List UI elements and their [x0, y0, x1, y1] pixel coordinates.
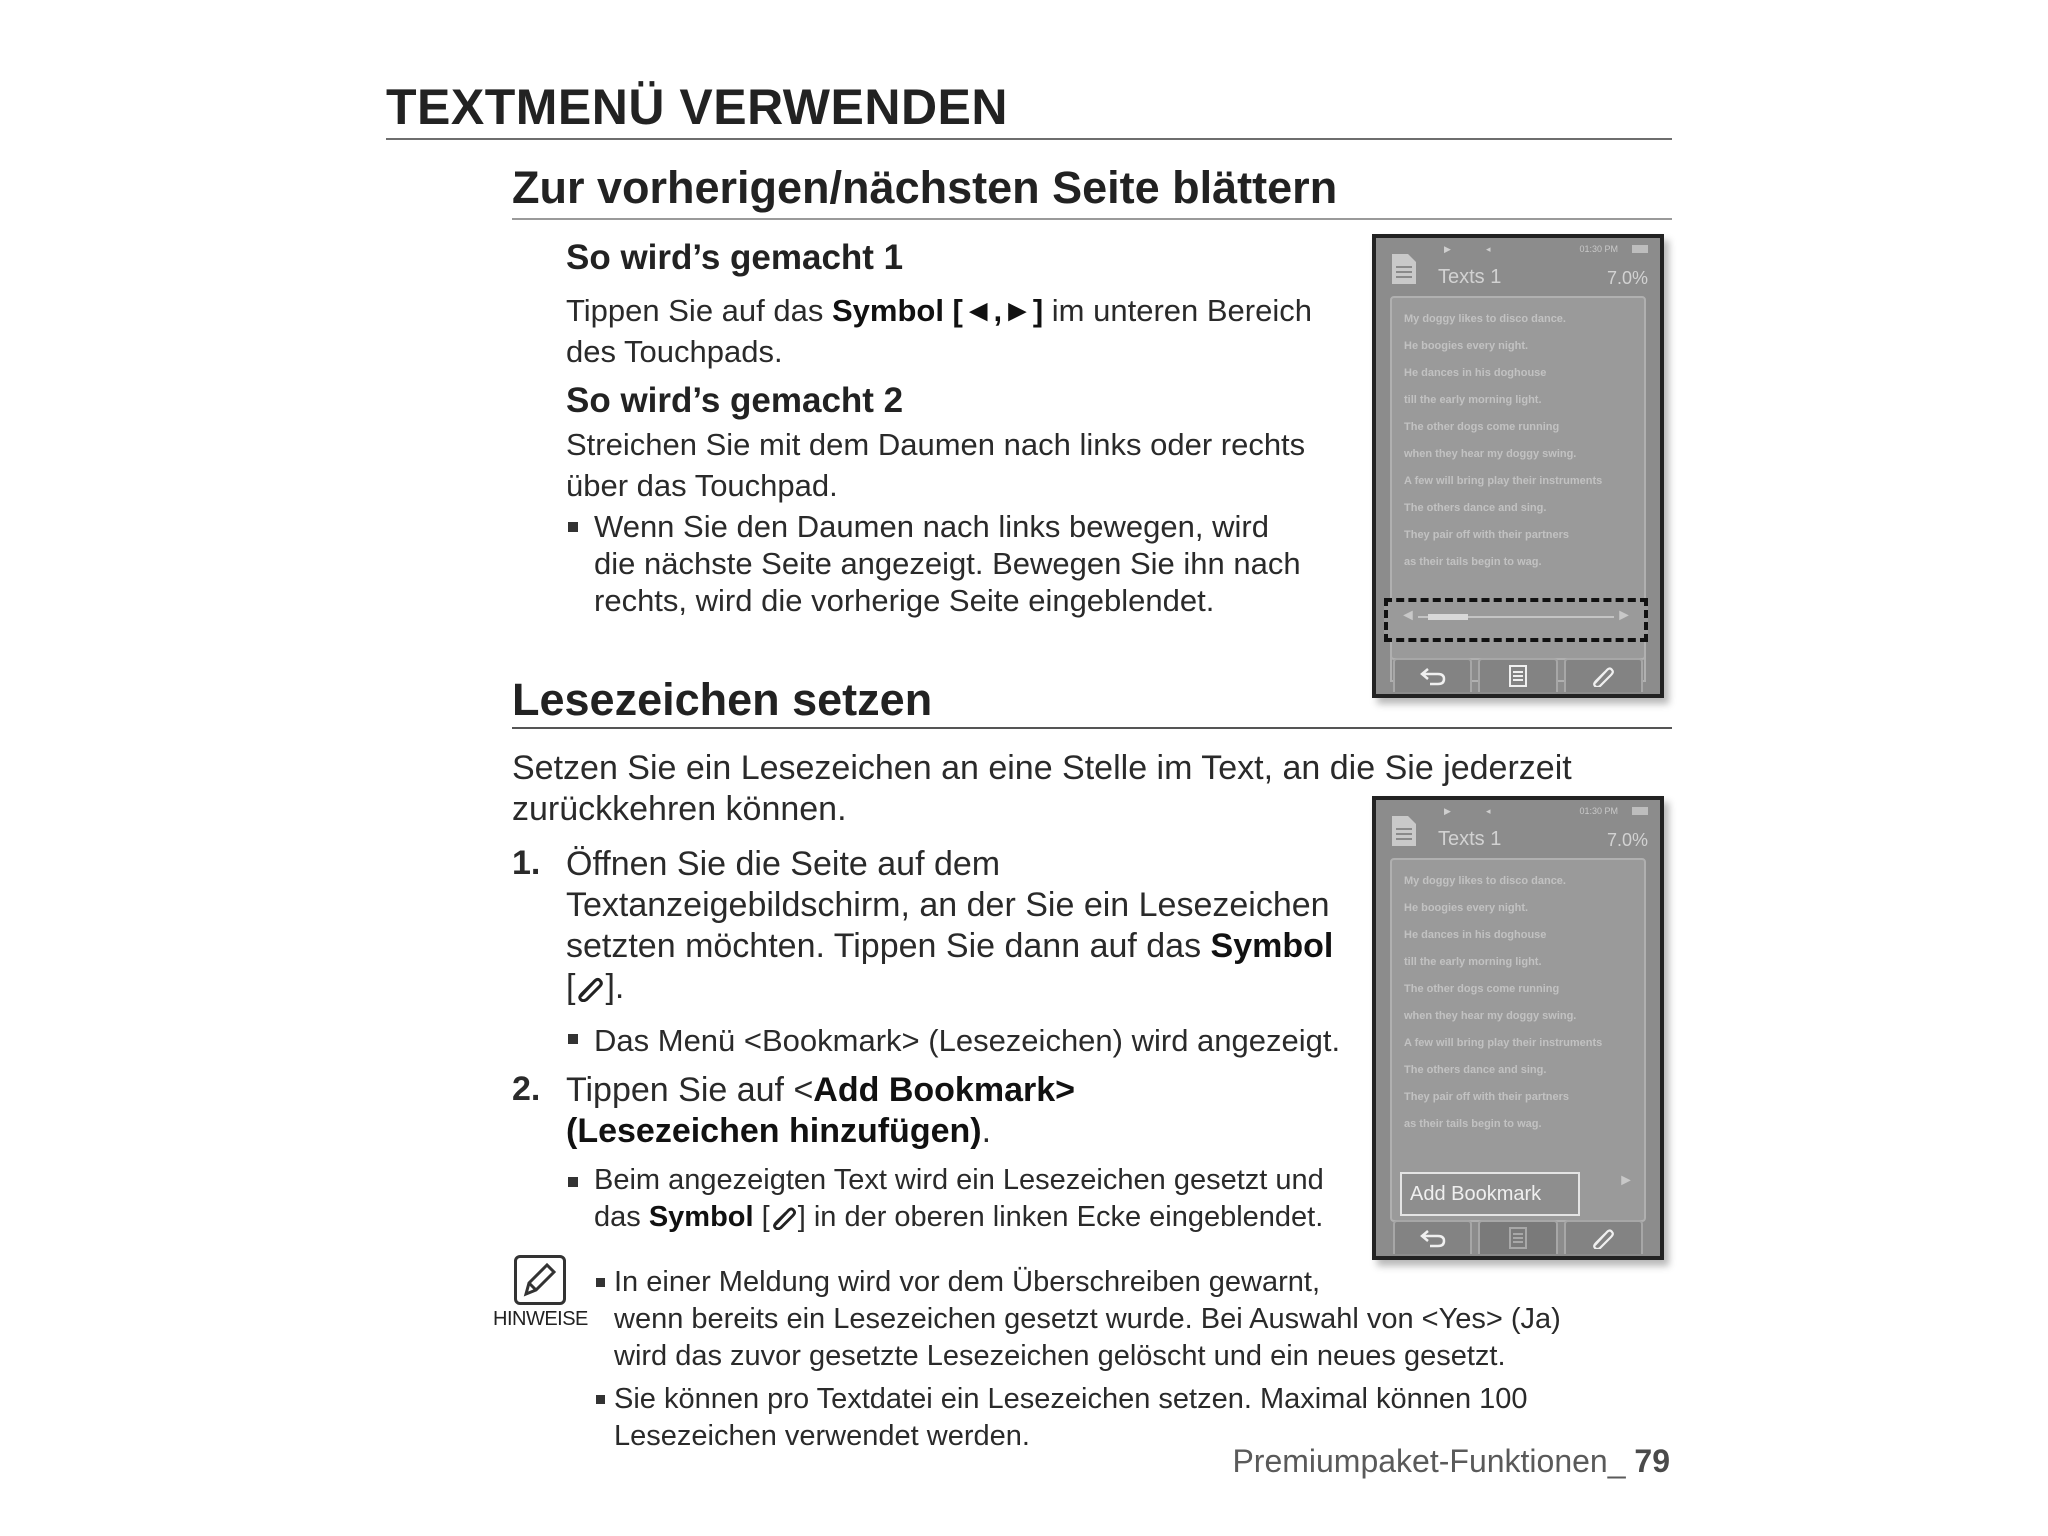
battery-icon: [1632, 245, 1648, 253]
text-line: He dances in his doghouse: [1404, 367, 1547, 379]
note-pencil-icon: [514, 1255, 566, 1305]
method1-text: [566, 290, 1346, 372]
text-line: A few will bring play their instruments: [1404, 475, 1603, 487]
volume-icon: ◂: [1486, 244, 1491, 254]
bullet-marker: [596, 1278, 605, 1287]
text-line: The others dance and sing.: [1404, 502, 1547, 514]
next-page-icon[interactable]: ►: [1616, 607, 1632, 624]
note-bullet2-line2: Lesezeichen verwendet werden.: [614, 1420, 1030, 1452]
text-lines: [1404, 868, 1644, 1138]
status-bar: [1436, 806, 1648, 818]
bookmark-button[interactable]: [1564, 658, 1643, 692]
step1-number: 1.: [512, 844, 541, 882]
step2-bullet-line1: Beim angezeigten Text wird ein Lesezeichen gesetzt und: [594, 1164, 1324, 1196]
back-button[interactable]: [1393, 1220, 1472, 1254]
method1-symbol-bold: Symbol [◄,►]: [831, 293, 1044, 328]
note-bullet2-line1: Sie können pro Textdatei ein Lesezeichen setzen. Maximal können 100: [614, 1383, 1528, 1415]
text-line: when they hear my doggy swing.: [1404, 1010, 1577, 1022]
text-line: till the early morning light.: [1404, 394, 1542, 406]
battery-icon: [1632, 807, 1648, 815]
text-line: My doggy likes to disco dance.: [1404, 313, 1566, 325]
list-button[interactable]: [1478, 1220, 1557, 1254]
note-bullet1-line1: In einer Meldung wird vor dem Überschreiben gewarnt,: [614, 1266, 1321, 1298]
device-button-bar: [1390, 658, 1646, 692]
section1-divider: [512, 218, 1672, 220]
back-button[interactable]: [1393, 658, 1472, 692]
text-line: My doggy likes to disco dance.: [1404, 875, 1566, 887]
device-title: Texts 1: [1438, 266, 1502, 288]
step1-line2: Textanzeigebildschirm, an der Sie ein Lesezeichen: [566, 886, 1330, 924]
bullet-marker: [568, 1177, 578, 1187]
document-icon: [1390, 812, 1418, 848]
method2-bullet-line3: rechts, wird die vorherige Seite eingeblendet.: [594, 583, 1215, 618]
section2-divider: [512, 727, 1672, 729]
play-icon: ▶: [1444, 244, 1451, 254]
step2-bullet-line2a: das: [594, 1201, 649, 1233]
method2-line1: Streichen Sie mit dem Daumen nach links oder rechts: [566, 427, 1306, 462]
method1-text-b: im unteren Bereich: [1043, 293, 1312, 328]
text-line: The other dogs come running: [1404, 421, 1560, 433]
list-icon: [1505, 1227, 1531, 1249]
page-navigation-bar[interactable]: [1384, 598, 1648, 642]
previous-page-icon[interactable]: ◄: [1400, 607, 1416, 624]
text-line: The others dance and sing.: [1404, 1064, 1547, 1076]
document-icon: [1390, 250, 1418, 286]
text-line: They pair off with their partners: [1404, 1091, 1570, 1103]
device-percent: 7.0%: [1606, 830, 1648, 850]
bullet-marker: [596, 1395, 605, 1404]
step2-number: 2.: [512, 1070, 541, 1108]
text-line: He boogies every night.: [1404, 902, 1529, 914]
page-slider-thumb[interactable]: [1428, 614, 1468, 620]
device-percent: 7.0%: [1606, 268, 1648, 288]
note-bullet1-line2: wenn bereits ein Lesezeichen gesetzt wurde. Bei Auswahl von <Yes> (Ja): [614, 1303, 1561, 1335]
step1-line3: setzten möchten. Tippen Sie dann auf das: [566, 927, 1211, 965]
step1-bracket-close: ].: [605, 968, 625, 1006]
text-line: when they hear my doggy swing.: [1404, 448, 1577, 460]
status-time: 01:30 PM: [1579, 244, 1618, 254]
text-line: as their tails begin to wag.: [1404, 1118, 1542, 1130]
text-line: He boogies every night.: [1404, 340, 1529, 352]
section1-heading: Zur vorherigen/nächsten Seite blättern: [512, 162, 1338, 213]
step2-bullet-bracket: [: [753, 1201, 770, 1233]
step1-symbol-bold: Symbol: [1210, 927, 1334, 965]
step1-bracket-open: [: [566, 968, 576, 1006]
page-footer: [1232, 1443, 1670, 1480]
text-line: He dances in his doghouse: [1404, 929, 1547, 941]
device-screenshot-page-turn: [1372, 234, 1664, 698]
note-label: HINWEISE: [493, 1308, 588, 1330]
play-icon: ▶: [1444, 806, 1451, 816]
method2-bullet: [594, 508, 1354, 619]
page-title: TEXTMENÜ VERWENDEN: [386, 79, 1009, 135]
step2-line2-bold: (Lesezeichen hinzufügen): [566, 1112, 982, 1150]
device-title: Texts 1: [1438, 828, 1502, 850]
paperclip-icon: [1590, 665, 1616, 687]
text-line: A few will bring play their instruments: [1404, 1037, 1603, 1049]
step2-bullet-line2b: ] in der oberen linken Ecke eingeblendet.: [797, 1201, 1324, 1233]
page-number: 79: [1634, 1443, 1670, 1479]
paperclip-icon: [770, 1204, 798, 1230]
footer-section-name: Premiumpaket-Funktionen_: [1232, 1443, 1626, 1479]
text-lines: [1404, 306, 1644, 576]
back-arrow-icon: [1420, 665, 1446, 687]
method2-heading: So wird’s gemacht 2: [566, 381, 904, 420]
device-button-bar: [1390, 1220, 1646, 1254]
step1-bullet: Das Menü <Bookmark> (Lesezeichen) wird angezeigt.: [594, 1023, 1341, 1058]
list-button[interactable]: [1478, 658, 1557, 692]
text-line: The other dogs come running: [1404, 983, 1560, 995]
step2-line1: Tippen Sie auf <: [566, 1071, 814, 1109]
back-arrow-icon: [1420, 1227, 1446, 1249]
method2-bullet-line1: Wenn Sie den Daumen nach links bewegen, wird: [594, 509, 1269, 544]
status-time: 01:30 PM: [1579, 806, 1618, 816]
bullet-marker: [568, 522, 578, 532]
method1-text-a: Tippen Sie auf das: [566, 293, 832, 328]
paperclip-icon: [575, 974, 605, 1002]
method2-bullet-line2: die nächste Seite angezeigt. Bewegen Sie ihn nach: [594, 546, 1301, 581]
step2-text: [566, 1070, 1366, 1152]
section2-intro-line2: zurückkehren können.: [512, 790, 847, 828]
device-screenshot-bookmark: [1372, 796, 1664, 1260]
title-divider: [386, 138, 1672, 140]
method2-text: [566, 424, 1346, 506]
step2-bullet: [594, 1162, 1354, 1236]
text-line: till the early morning light.: [1404, 956, 1542, 968]
list-icon: [1505, 665, 1531, 687]
section2-heading: Lesezeichen setzen: [512, 674, 933, 725]
volume-icon: ◂: [1486, 806, 1491, 816]
status-bar: [1436, 244, 1648, 256]
method1-text-c: des Touchpads.: [566, 334, 783, 369]
text-line: They pair off with their partners: [1404, 529, 1570, 541]
step2-bullet-symbol-bold: Symbol: [648, 1201, 754, 1233]
bookmark-button[interactable]: [1564, 1220, 1643, 1254]
add-bookmark-menu-item[interactable]: Add Bookmark: [1400, 1172, 1580, 1216]
step2-line2-end: .: [981, 1112, 992, 1150]
next-page-icon[interactable]: ►: [1618, 1172, 1634, 1189]
note-bullet1-line3: wird das zuvor gesetzte Lesezeichen gelöscht und ein neues gesetzt.: [614, 1340, 1506, 1372]
method1-heading: So wird’s gemacht 1: [566, 238, 904, 277]
section2-intro-line1: Setzen Sie ein Lesezeichen an eine Stelle im Text, an die Sie jederzeit: [512, 749, 1572, 787]
step2-add-bookmark-bold: Add Bookmark>: [813, 1071, 1075, 1109]
method2-line2: über das Touchpad.: [566, 468, 838, 503]
text-line: as their tails begin to wag.: [1404, 556, 1542, 568]
step1-line1: Öffnen Sie die Seite auf dem: [566, 845, 1001, 883]
step1-text: [566, 844, 1366, 1008]
bullet-marker: [568, 1034, 578, 1044]
note-bullet1: [614, 1264, 1674, 1375]
paperclip-icon: [1590, 1227, 1616, 1249]
